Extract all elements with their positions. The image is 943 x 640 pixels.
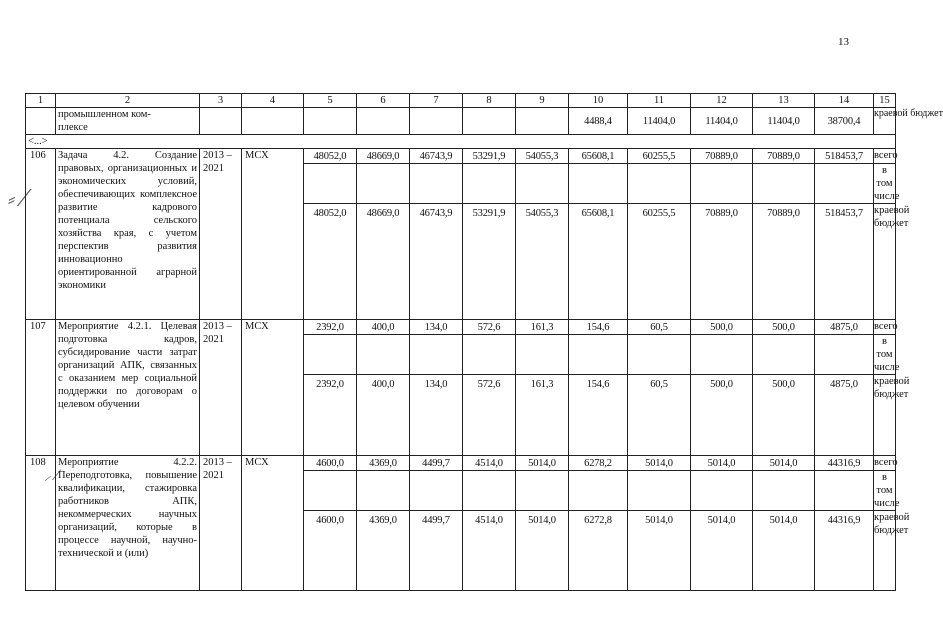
- total-value-cell: 134,0: [410, 320, 463, 335]
- value-cell: 4488,4: [569, 108, 628, 135]
- executor: МСХ: [242, 320, 304, 456]
- continuation-text: [56, 108, 200, 135]
- empty-value-cell: [753, 335, 815, 375]
- column-header: 13: [753, 94, 815, 108]
- column-header: 11: [628, 94, 691, 108]
- total-value-cell: 161,3: [516, 320, 569, 335]
- column-header: 6: [357, 94, 410, 108]
- regional-value-cell: 572,6: [463, 375, 516, 456]
- column-header: 4: [242, 94, 304, 108]
- total-value-cell: 4499,7: [410, 456, 463, 471]
- empty-value-cell: [516, 335, 569, 375]
- regional-value-cell: 500,0: [691, 375, 753, 456]
- empty-value-cell: [304, 471, 357, 511]
- column-header-row: [26, 94, 896, 108]
- regional-value-cell: 46743,9: [410, 204, 463, 320]
- page-number: 13: [838, 36, 849, 48]
- empty-value-cell: [815, 335, 874, 375]
- regional-value-cell: 53291,9: [463, 204, 516, 320]
- label-total: всего: [874, 149, 896, 164]
- regional-value-cell: 60,5: [628, 375, 691, 456]
- empty-value-cell: [691, 164, 753, 204]
- total-value-cell: 2392,0: [304, 320, 357, 335]
- regional-value-cell: 5014,0: [516, 511, 569, 591]
- regional-value-cell: 5014,0: [691, 511, 753, 591]
- total-value-cell: 4369,0: [357, 456, 410, 471]
- total-value-cell: 4875,0: [815, 320, 874, 335]
- total-value-cell: 48669,0: [357, 149, 410, 164]
- column-header: 2: [56, 94, 200, 108]
- executor: МСХ: [242, 149, 304, 320]
- empty-value-cell: [628, 335, 691, 375]
- source-cell: краевой бюджет: [874, 108, 896, 135]
- label-regional: краевой бюджет: [874, 375, 896, 456]
- total-value-cell: 65608,1: [569, 149, 628, 164]
- column-header: 9: [516, 94, 569, 108]
- row-number-cell: [26, 108, 56, 135]
- total-value-cell: 48052,0: [304, 149, 357, 164]
- value-cell: [410, 108, 463, 135]
- total-value-cell: 46743,9: [410, 149, 463, 164]
- column-header: 7: [410, 94, 463, 108]
- ellipsis-mark: <...>: [26, 135, 896, 149]
- activity-title: Мероприятие 4.2.2. Переподготовка, повышение квалификации, стажировка работников АПК, некоммерческих научных организаций, которые в процессе научной, научно-технической и (или): [56, 456, 200, 591]
- period: 2013 – 2021: [200, 320, 242, 456]
- activity-row: [26, 320, 896, 335]
- value-cell: 38700,4: [815, 108, 874, 135]
- empty-value-cell: [357, 471, 410, 511]
- empty-value-cell: [569, 471, 628, 511]
- total-value-cell: 500,0: [691, 320, 753, 335]
- column-header: 3: [200, 94, 242, 108]
- empty-value-cell: [569, 335, 628, 375]
- period: 2013 – 2021: [200, 456, 242, 591]
- regional-value-cell: 518453,7: [815, 204, 874, 320]
- handwritten-mark: ⸗ ⁄: [8, 187, 26, 212]
- activity-title: Мероприятие 4.2.1. Целевая подготовка кадров, субсидирование части затрат организаций АПК, связанных с оказанием мер социальной поддержки по договорам о целевом обучении: [56, 320, 200, 456]
- period-cell: [200, 108, 242, 135]
- row-number: 108: [26, 456, 56, 591]
- activity-row: [26, 456, 896, 471]
- value-cell: [516, 108, 569, 135]
- empty-value-cell: [304, 335, 357, 375]
- executor-cell: [242, 108, 304, 135]
- empty-value-cell: [569, 164, 628, 204]
- value-cell: [463, 108, 516, 135]
- period: 2013 – 2021: [200, 149, 242, 320]
- total-value-cell: 5014,0: [753, 456, 815, 471]
- total-value-cell: 70889,0: [691, 149, 753, 164]
- label-regional: краевой бюджет: [874, 511, 896, 591]
- total-value-cell: 518453,7: [815, 149, 874, 164]
- empty-value-cell: [357, 335, 410, 375]
- empty-value-cell: [815, 471, 874, 511]
- regional-value-cell: 44316,9: [815, 511, 874, 591]
- total-value-cell: 44316,9: [815, 456, 874, 471]
- regional-value-cell: 5014,0: [753, 511, 815, 591]
- column-header: 15: [874, 94, 896, 108]
- regional-value-cell: 161,3: [516, 375, 569, 456]
- continuation-line: промышленном ком-: [58, 109, 151, 120]
- regional-value-cell: 4499,7: [410, 511, 463, 591]
- empty-value-cell: [753, 164, 815, 204]
- regional-value-cell: 154,6: [569, 375, 628, 456]
- value-cell: 11404,0: [753, 108, 815, 135]
- regional-value-cell: 134,0: [410, 375, 463, 456]
- empty-value-cell: [463, 335, 516, 375]
- handwritten-mark: ⸝ ⁄: [44, 468, 58, 484]
- empty-value-cell: [691, 471, 753, 511]
- regional-value-cell: 4514,0: [463, 511, 516, 591]
- activity-title: Задача 4.2. Создание правовых, организационных и экономических условий, обеспечивающих комплексное развитие кадрового потенциала сельского хозяйства края, с учетом перспектив развития инновационно ориентированной аграрной экономики: [56, 149, 200, 320]
- regional-value-cell: 400,0: [357, 375, 410, 456]
- total-value-cell: 60255,5: [628, 149, 691, 164]
- total-value-cell: 60,5: [628, 320, 691, 335]
- empty-value-cell: [304, 164, 357, 204]
- empty-value-cell: [410, 164, 463, 204]
- total-value-cell: 400,0: [357, 320, 410, 335]
- regional-value-cell: 2392,0: [304, 375, 357, 456]
- total-value-cell: 4600,0: [304, 456, 357, 471]
- total-value-cell: 5014,0: [516, 456, 569, 471]
- regional-value-cell: 70889,0: [753, 204, 815, 320]
- value-cell: [357, 108, 410, 135]
- empty-value-cell: [628, 471, 691, 511]
- total-value-cell: 500,0: [753, 320, 815, 335]
- regional-value-cell: 500,0: [753, 375, 815, 456]
- regional-value-cell: 48669,0: [357, 204, 410, 320]
- column-header: 5: [304, 94, 357, 108]
- label-including: в том числе: [874, 165, 900, 202]
- total-value-cell: 53291,9: [463, 149, 516, 164]
- total-value-cell: 4514,0: [463, 456, 516, 471]
- empty-value-cell: [691, 335, 753, 375]
- total-value-cell: 572,6: [463, 320, 516, 335]
- empty-value-cell: [410, 471, 463, 511]
- total-value-cell: 6278,2: [569, 456, 628, 471]
- empty-value-cell: [463, 471, 516, 511]
- regional-value-cell: 70889,0: [691, 204, 753, 320]
- empty-value-cell: [516, 471, 569, 511]
- total-value-cell: 154,6: [569, 320, 628, 335]
- row-number: 106: [26, 149, 56, 320]
- empty-value-cell: [463, 164, 516, 204]
- continuation-line: плексе: [58, 122, 88, 133]
- regional-value-cell: 4875,0: [815, 375, 874, 456]
- regional-value-cell: 65608,1: [569, 204, 628, 320]
- column-header: 10: [569, 94, 628, 108]
- label-including: в том числе: [874, 336, 900, 373]
- value-cell: 11404,0: [691, 108, 753, 135]
- label-regional: краевой бюджет: [874, 204, 896, 320]
- continuation-row: [26, 108, 896, 135]
- empty-value-cell: [516, 164, 569, 204]
- empty-value-cell: [357, 164, 410, 204]
- budget-table: [25, 93, 943, 591]
- regional-value-cell: 4600,0: [304, 511, 357, 591]
- value-cell: 11404,0: [628, 108, 691, 135]
- column-header: 14: [815, 94, 874, 108]
- ellipsis-row: [26, 135, 896, 149]
- empty-value-cell: [410, 335, 463, 375]
- label-total: всего: [874, 456, 896, 471]
- total-value-cell: 70889,0: [753, 149, 815, 164]
- total-value-cell: 5014,0: [628, 456, 691, 471]
- label-total: всего: [874, 320, 896, 335]
- column-header: 12: [691, 94, 753, 108]
- total-value-cell: 5014,0: [691, 456, 753, 471]
- row-number: 107: [26, 320, 56, 456]
- regional-value-cell: 4369,0: [357, 511, 410, 591]
- regional-value-cell: 48052,0: [304, 204, 357, 320]
- regional-value-cell: 54055,3: [516, 204, 569, 320]
- executor: МСХ: [242, 456, 304, 591]
- value-cell: [304, 108, 357, 135]
- column-header: 1: [26, 94, 56, 108]
- regional-value-cell: 6272,8: [569, 511, 628, 591]
- empty-value-cell: [628, 164, 691, 204]
- label-including: в том числе: [874, 472, 900, 509]
- empty-value-cell: [815, 164, 874, 204]
- regional-value-cell: 5014,0: [628, 511, 691, 591]
- regional-value-cell: 60255,5: [628, 204, 691, 320]
- empty-value-cell: [753, 471, 815, 511]
- column-header: 8: [463, 94, 516, 108]
- total-value-cell: 54055,3: [516, 149, 569, 164]
- activity-row: [26, 149, 896, 164]
